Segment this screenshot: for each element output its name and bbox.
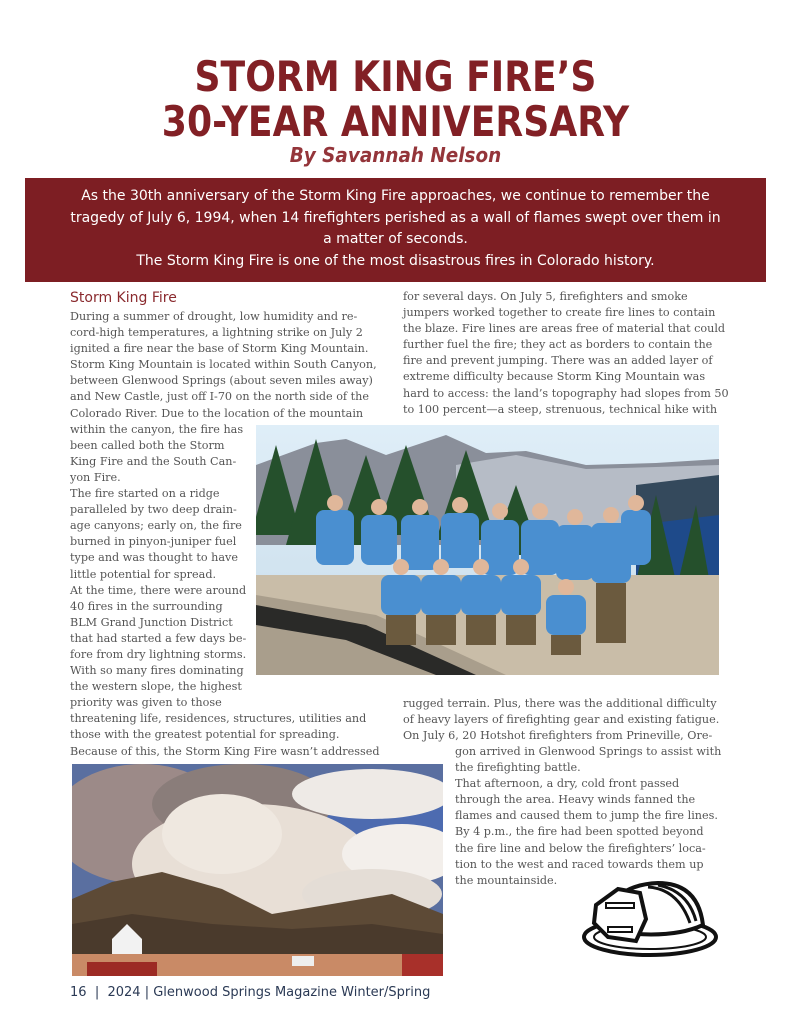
article-line: paralleled by two deep drain- (70, 503, 237, 517)
firefighter-helmet-icon (578, 875, 718, 960)
article-line: extreme difficulty because Storm King Mountain was (403, 370, 706, 384)
article-line: 40 fires in the surrounding (70, 599, 223, 613)
section-subhead: Storm King Fire (70, 290, 177, 306)
article-line: BLM Grand Junction District (70, 615, 233, 629)
article-line: fore from dry lightning storms. (70, 647, 247, 661)
headline-line-2: 30-YEAR ANNIVERSARY (161, 97, 630, 146)
page-footer (70, 985, 430, 1000)
article-line: On July 6, 20 Hotshot firefighters from Prineville, Ore- (403, 729, 713, 743)
page-number: 16 (70, 985, 87, 1000)
article-line: to 100 percent—a steep, strenuous, technical hike with (403, 402, 718, 416)
intro-line: The Storm King Fire is one of the most disastrous fires in Colorado history. (136, 252, 655, 269)
publication-name: Glenwood Springs Magazine Winter/Spring (153, 985, 431, 1000)
article-line: King Fire and the South Can- (70, 454, 237, 468)
article-line: been called both the Storm (70, 438, 225, 452)
article-line: By 4 p.m., the fire had been spotted beyond (455, 825, 704, 839)
crew-photo-illustration (256, 425, 719, 675)
article-line: of heavy layers of firefighting gear and existing fatigue. (403, 713, 720, 727)
article-line: At the time, there were around (70, 583, 247, 597)
article-line: that had started a few days be- (70, 631, 247, 645)
article-line: the firefighting battle. (455, 761, 581, 775)
article-line: The fire started on a ridge (70, 487, 220, 501)
article-line: the blaze. Fire lines are areas free of material that could (403, 322, 726, 336)
article-line: for several days. On July 5, firefighters and smoke (403, 290, 688, 303)
issue-year: 2024 (107, 985, 141, 1000)
article-line: age canyons; early on, the fire (70, 519, 242, 533)
article-line: Colorado River. Due to the location of the mountain (70, 406, 364, 420)
article-column-2-top (403, 289, 729, 418)
wildfire-smoke-photo (72, 764, 443, 976)
article-line: yon Fire. (70, 470, 121, 484)
article-column-2-bottom (455, 744, 721, 889)
article-line: the mountainside. (455, 873, 558, 887)
article-line: fire and prevent jumping. There was an added layer of (403, 354, 713, 368)
footer-separator: | (94, 985, 100, 1000)
article-line: further fuel the fire; they act as borders to contain the (403, 338, 713, 352)
article-line: flames and caused them to jump the fire lines. (455, 809, 718, 823)
article-line: During a summer of drought, low humidity and re- (70, 310, 358, 323)
article-line: within the canyon, the fire has (70, 422, 244, 436)
article-line: Because of this, the Storm King Fire wasn’t addressed (70, 744, 380, 758)
article-line: those with the greatest potential for spreading. (70, 728, 340, 742)
article-line: threatening life, residences, structures, utilities and (70, 712, 367, 726)
intro-band (25, 178, 766, 282)
intro-line: As the 30th anniversary of the Storm King Fire approaches, we continue to remember the (81, 188, 710, 204)
byline: By Savannah Nelson (289, 143, 502, 167)
article-line: between Glenwood Springs (about seven miles away) (70, 374, 373, 388)
article-line: hard to access: the land’s topography had slopes from 50 (403, 386, 729, 400)
article-line: type and was thought to have (70, 551, 238, 565)
intro-line: a matter of seconds. (323, 231, 468, 247)
headline-line-1: STORM KING FIRE’S (194, 52, 597, 101)
article-line: priority was given to those (70, 696, 222, 710)
article-line: ignited a fire near the base of Storm King Mountain. (70, 342, 369, 356)
article-line: Storm King Mountain is located within South Canyon, (70, 358, 377, 372)
article-line: gon arrived in Glenwood Springs to assist with (455, 745, 722, 758)
article-line: That afternoon, a dry, cold front passed (455, 777, 680, 791)
article-line: little potential for spread. (70, 567, 217, 581)
article-line: cord-high temperatures, a lightning strike on July 2 (70, 326, 363, 340)
intro-line: tragedy of July 6, 1994, when 14 firefighters perished as a wall of flames swept over them in (70, 209, 721, 226)
article-line: With so many fires dominating (70, 664, 244, 678)
article-line: the western slope, the highest (70, 680, 242, 694)
article-line: and New Castle, just off I-70 on the north side of the (70, 390, 369, 404)
article-line: jumpers worked together to create fire lines to contain (403, 306, 716, 320)
article-line: tion to the west and raced towards them up (455, 857, 704, 871)
article-line: burned in pinyon-juniper fuel (70, 535, 237, 549)
crew-group-photo (256, 425, 719, 675)
article-line: through the area. Heavy winds fanned the (455, 793, 696, 807)
footer-separator: | (144, 985, 150, 1000)
fire-photo-illustration (72, 764, 443, 976)
article-line: rugged terrain. Plus, there was the additional difficulty (403, 697, 717, 710)
article-column-2-middle (403, 696, 719, 744)
article-line: the fire line and below the firefighters’ loca- (455, 841, 706, 855)
